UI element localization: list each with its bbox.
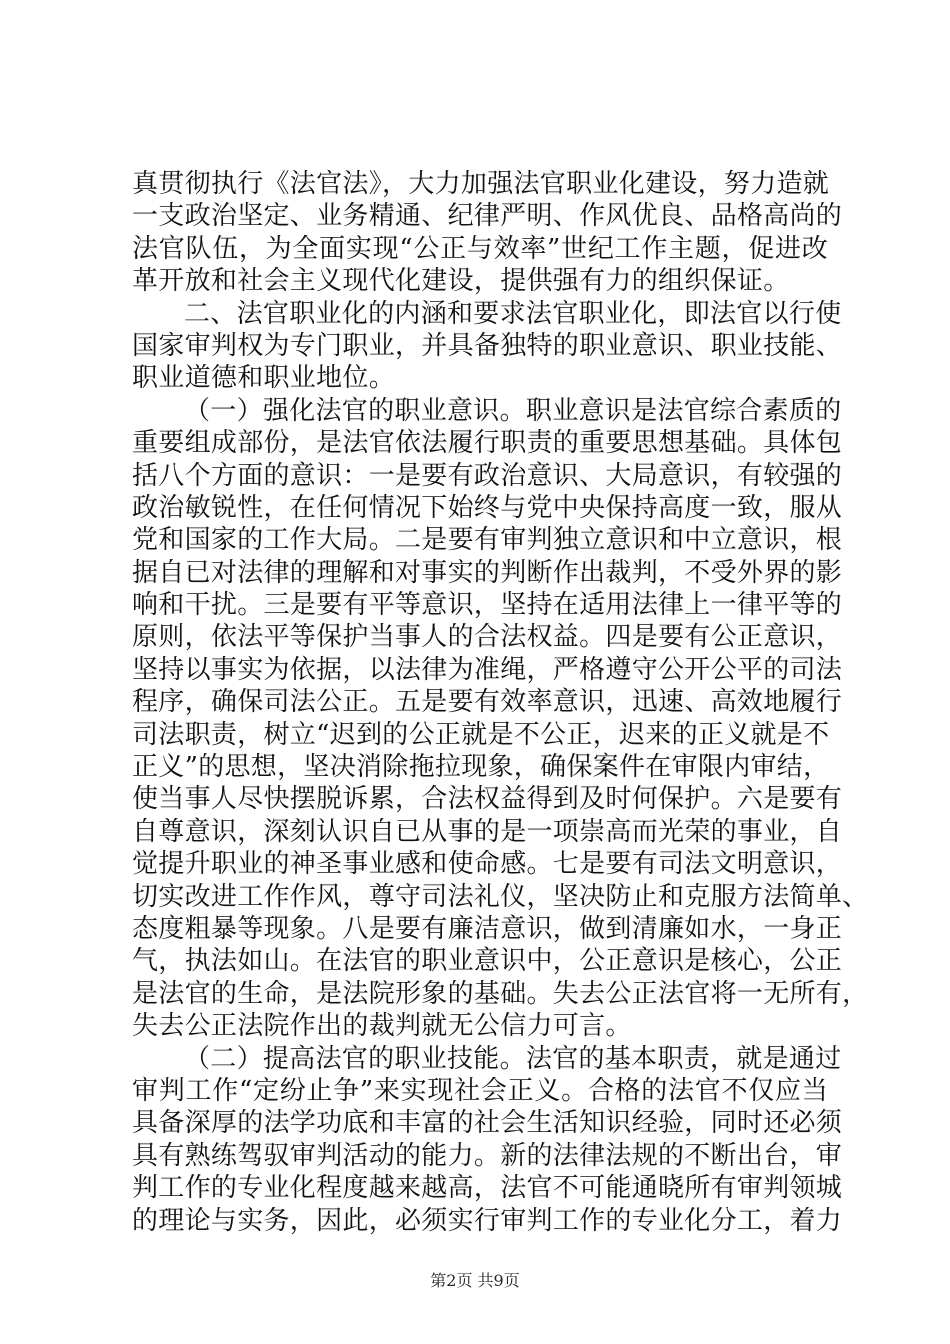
page-number-footer: 第2页 共9页 (430, 1271, 520, 1290)
text-line: 一支政治坚定、业务精通、纪律严明、作风优良、品格高尚的 (132, 201, 843, 232)
text-line: 气，执法如山。在法官的职业意识中，公正意识是核心，公正 (132, 946, 843, 977)
text-line: 审判工作“定纷止争”来实现社会正义。合格的法官不仅应当 (132, 1075, 828, 1106)
text-line: 司法职责，树立“迟到的公正就是不公正，迟来的正义就是不 (132, 719, 830, 750)
text-line: 使当事人尽快摆脱诉累，合法权益得到及时何保护。六是要有 (132, 784, 843, 815)
subsection-heading-line: （二）提高法官的职业技能。法官的基本职责，就是通过 (184, 1043, 842, 1074)
text-line: 程序，确保司法公正。五是要有效率意识，迅速、高效地履行 (132, 687, 843, 718)
subsection-heading-line: （一）强化法官的职业意识。职业意识是法官综合素质的 (184, 395, 842, 426)
text-line: 国家审判权为专门职业，并具备独特的职业意识、职业技能、 (132, 330, 843, 361)
text-line: 原则，依法平等保护当事人的合法权益。四是要有公正意识， (132, 622, 843, 653)
text-line: 括八个方面的意识：一是要有政治意识、大局意识，有较强的 (132, 460, 843, 491)
text-line: 是法官的生命，是法院形象的基础。失去公正法官将一无所有， (132, 978, 869, 1009)
text-line: 的理论与实务，因此，必须实行审判工作的专业化分工，着力 (132, 1205, 843, 1236)
text-line: 据自已对法律的理解和对事实的判断作出裁判，不受外界的影 (132, 557, 843, 588)
text-line: 真贯彻执行《法官法》，大力加强法官职业化建设，努力造就 (132, 169, 830, 199)
text-line: 重要组成部份，是法官依法履行职责的重要思想基础。具体包 (132, 428, 843, 459)
text-line: 态度粗暴等现象。八是要有廉洁意识，做到清廉如水，一身正 (132, 913, 843, 944)
text-line: 具有熟练驾驭审判活动的能力。新的法律法规的不断出台，审 (132, 1140, 843, 1171)
text-line: 党和国家的工作大局。二是要有审判独立意识和中立意识，根 (132, 525, 843, 556)
text-line: 失去公正法院作出的裁判就无公信力可言。 (132, 1011, 632, 1042)
text-line: 革开放和社会主义现代化建设，提供强有力的组织保证。 (132, 266, 790, 297)
section-heading-line: 二、法官职业化的内涵和要求法官职业化，即法官以行使 (184, 298, 842, 329)
text-line: 职业道德和职业地位。 (132, 363, 396, 394)
text-line: 坚持以事实为依据，以法律为准绳，严格遵守公开公平的司法 (132, 654, 843, 685)
text-line: 自尊意识，深刻认识自已从事的是一项崇高而光荣的事业，自 (132, 816, 843, 847)
text-line: 法官队伍，为全面实现“公正与效率”世纪工作主题，促进改 (132, 233, 828, 264)
text-line: 响和干扰。三是要有平等意识，坚持在适用法律上一律平等的 (132, 590, 843, 621)
body-text (132, 168, 869, 1237)
text-line: 政治敏锐性，在任何情况下始终与党中央保持高度一致，服从 (132, 492, 843, 523)
text-line: 切实改进工作作风，尊守司法礼仪，坚决防止和克服方法简单、 (132, 881, 869, 912)
text-line: 正义”的思想，坚决消除拖拉现象，确保案件在审限内审结， (132, 752, 830, 783)
text-line: 判工作的专业化程度越来越高，法官不可能通晓所有审判领城 (132, 1173, 843, 1204)
text-line: 具备深厚的法学功底和丰富的社会生活知识经验，同时还必须 (132, 1108, 843, 1139)
text-line: 觉提升职业的神圣事业感和使命感。七是要有司法文明意识， (132, 849, 843, 880)
